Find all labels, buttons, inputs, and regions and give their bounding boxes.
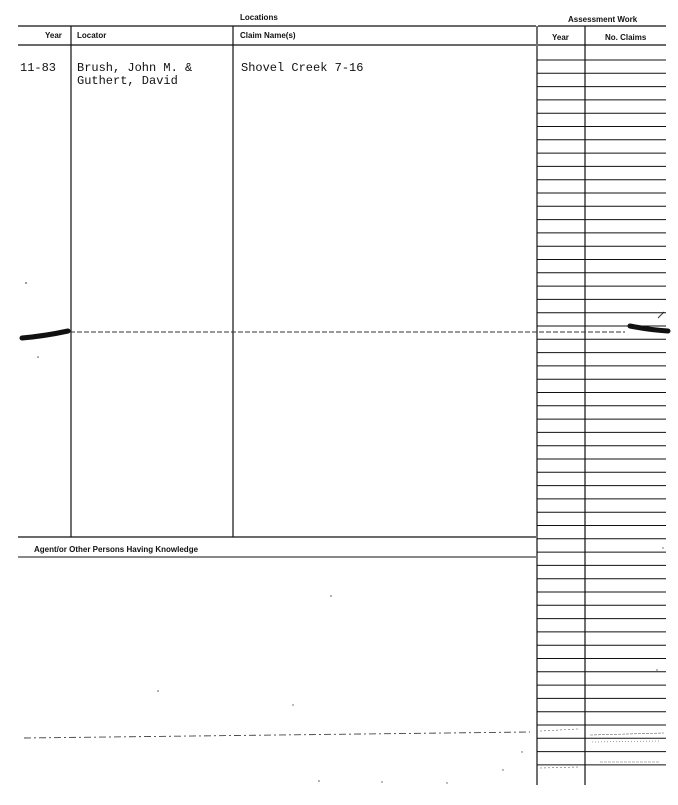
entry-year: 11-83 [20,61,57,75]
col-year-header: Year [45,31,62,40]
col-claim-names-header: Claim Name(s) [240,31,296,40]
entry-locator-line2: Guthert, David [77,74,178,88]
agent-section-label: Agent/or Other Persons Having Knowledge [34,545,199,554]
col-no-claims-header: No. Claims [605,33,647,42]
locations-heading: Locations [240,13,278,22]
col-aw-year-header: Year [552,33,569,42]
assessment-work-heading: Assessment Work [568,15,638,24]
entry-locator-line1: Brush, John M. & [77,61,193,75]
col-locator-header: Locator [77,31,107,40]
entry-claim-name: Shovel Creek 7-16 [241,61,364,75]
